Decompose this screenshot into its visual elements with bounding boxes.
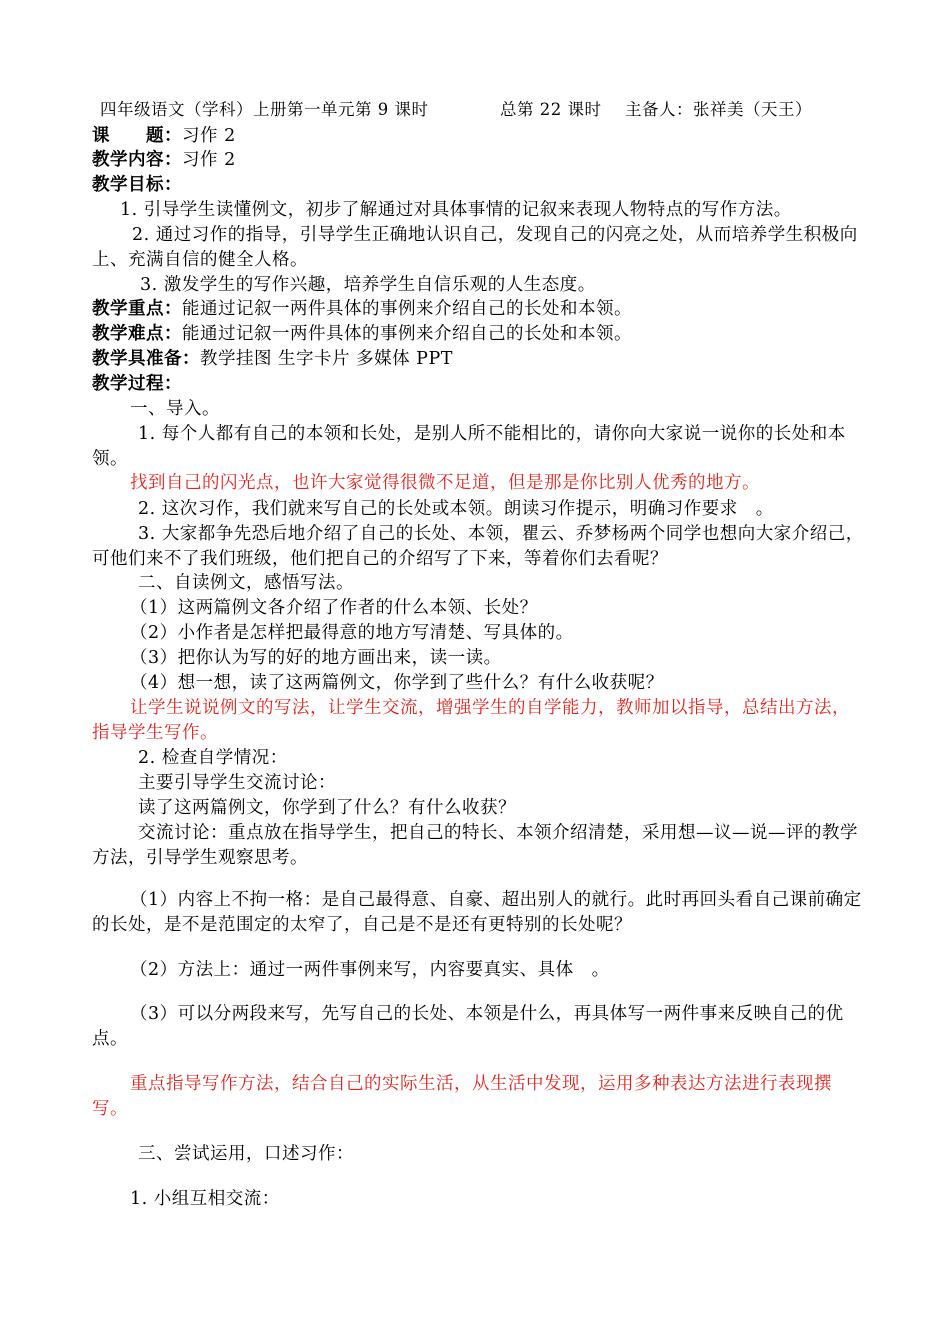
key-points-label: 教学重点：	[92, 299, 182, 319]
section-2-red-note: 让学生说说例文的写法，让学生交流，增强学生的自学能力，教师加以指导，总结出方法，指导学生写作。	[92, 698, 850, 743]
process-label: 教学过程：	[92, 374, 182, 394]
section-2-question-1: （1）这两篇例文各介绍了作者的什么本领、长处？	[130, 598, 538, 618]
section-2-question-4: （4）想一想，读了这两篇例文，你学到了些什么？有什么收获呢？	[130, 673, 664, 693]
header-total: 总第 22 课时	[500, 100, 602, 119]
section-1-red-note: 找到自己的闪光点，也许大家觉得很微不足道，但是那是你比别人优秀的地方。	[130, 473, 760, 493]
section-1-para-2: 2. 这次习作，我们就来写自己的长处或本领。朗读习作提示，明确习作要求 。	[138, 499, 774, 519]
section-2-discuss: 交流讨论：重点放在指导学生，把自己的特长、本领介绍清楚，采用想—议—说—评的教学方法，引导学生观察思考。	[92, 823, 858, 868]
section-2-red-note-2: 重点指导写作方法，结合自己的实际生活，从生活中发现，运用多种表达方法进行表现撰写。	[92, 1074, 832, 1119]
goal-item-2: 2. 通过习作的指导，引导学生正确地认识自己，发现自己的闪亮之处，从而培养学生积极向上、充满自信的健全人格。	[92, 225, 858, 270]
content-row	[92, 148, 236, 172]
content-value: 习作 2	[182, 150, 236, 170]
tools-row	[92, 347, 453, 371]
key-points-row	[92, 297, 632, 321]
section-2-question-2: （2）小作者是怎样把最得意的地方写清楚、写具体的。	[130, 623, 574, 643]
section-1-para-1: 1. 每个人都有自己的本领和长处，是别人所不能相比的，请你向大家说一说你的长处和本领。	[92, 424, 846, 469]
goal-item-3: 3. 激发学生的写作兴趣，培养学生自信乐观的人生态度。	[140, 275, 596, 295]
content-label: 教学内容：	[92, 150, 182, 170]
section-2-ask: 读了这两篇例文，你学到了什么？有什么收获？	[138, 798, 516, 818]
goals-label: 教学目标：	[92, 175, 182, 195]
section-1-title: 一、导入。	[130, 399, 220, 419]
section-2-check: 2. 检查自学情况：	[138, 748, 288, 768]
section-3-para-1: 1. 小组互相交流：	[130, 1189, 280, 1209]
header-title: 四年级语文（学科）上册第一单元第 9 课时	[100, 100, 429, 119]
section-2-title: 二、自读例文，感悟写法。	[138, 573, 354, 593]
section-2-question-3: （3）把你认为写的好的地方画出来，读一读。	[130, 648, 502, 668]
section-2-guide: 主要引导学生交流讨论：	[138, 773, 336, 793]
section-3-title: 三、尝试运用，口述习作：	[138, 1144, 354, 1164]
header-preparer: 主备人：张祥美（天王）	[625, 100, 812, 119]
difficulties-value: 能通过记叙一两件具体的事例来介绍自己的长处和本领。	[182, 324, 632, 344]
topic-value: 习作 2	[182, 126, 236, 146]
difficulties-label: 教学难点：	[92, 324, 182, 344]
key-points-value: 能通过记叙一两件具体的事例来介绍自己的长处和本领。	[182, 299, 632, 319]
section-1-para-3: 3. 大家都争先恐后地介绍了自己的长处、本领，瞿云、乔梦杨两个同学也想向大家介绍己，可他们来不了我们班级，他们把自己的介绍写了下来，等着你们去看呢？	[92, 524, 864, 569]
topic-label: 课 题：	[92, 126, 182, 146]
difficulties-row	[92, 322, 632, 346]
topic-row	[92, 124, 236, 148]
section-2-content-point-3: （3）可以分两段来写，先写自己的长处、本领是什么，再具体写一两件事来反映自己的优点。	[92, 1004, 844, 1049]
section-2-content-point-2: （2）方法上：通过一两件事例来写，内容要真实、具体 。	[130, 960, 610, 980]
section-2-content-point-1: （1）内容上不拘一格：是自己最得意、自豪、超出别人的就行。此时再回头看自己课前确定的长处，是不是范围定的太窄了，自己是不是还有更特别的长处呢？	[92, 890, 862, 935]
tools-label: 教学具准备：	[92, 349, 200, 369]
goal-item-1: 1. 引导学生读懂例文，初步了解通过对具体事情的记叙来表现人物特点的写作方法。	[120, 200, 792, 220]
tools-value: 教学挂图 生字卡片 多媒体 PPT	[200, 349, 453, 369]
